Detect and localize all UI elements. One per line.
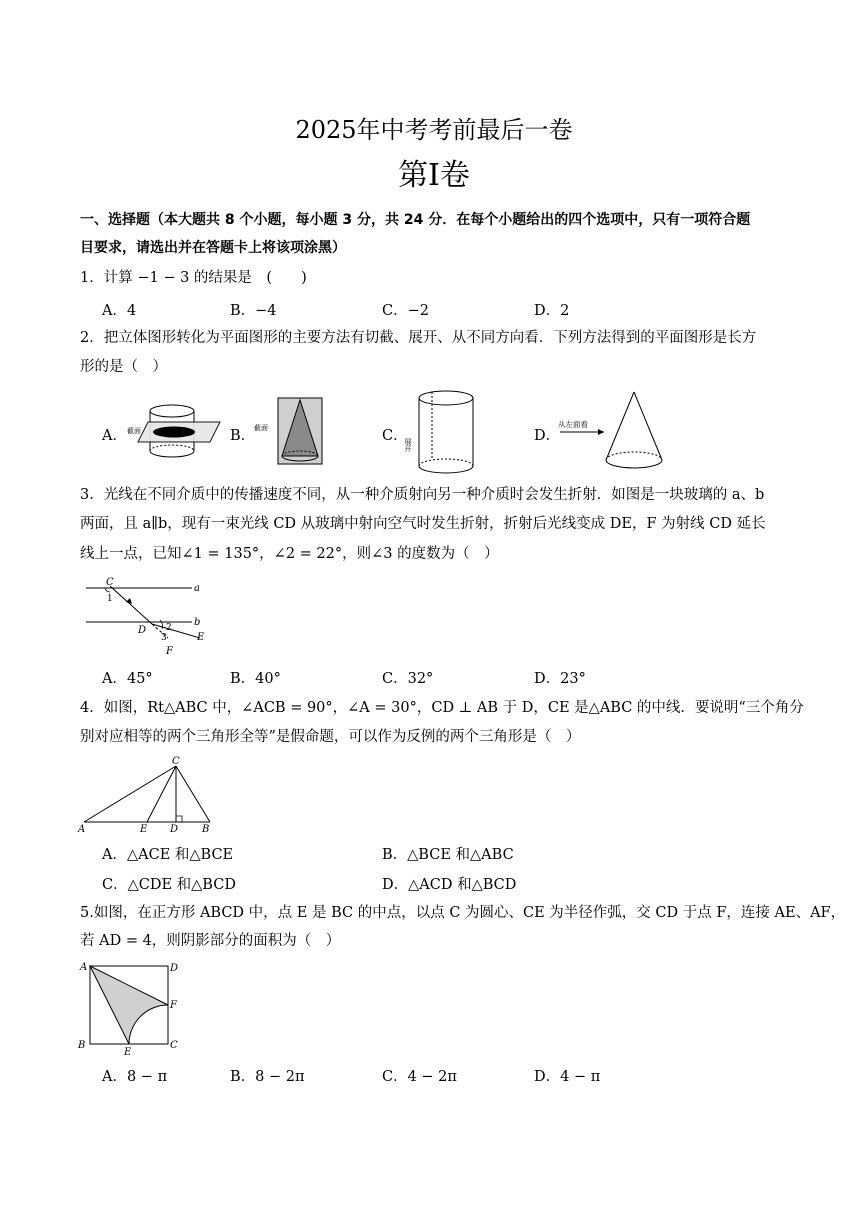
q3-option-b[interactable]: B．40° xyxy=(230,671,281,687)
q3-label-angle3: 3 xyxy=(161,633,167,643)
q5-figure-square-shaded xyxy=(76,958,186,1058)
q5-label-e: E xyxy=(124,1047,132,1058)
q4-option-b[interactable]: B．△BCE 和△ABC xyxy=(382,847,514,863)
q5-label-d: D xyxy=(170,963,179,974)
q3-label-b: b xyxy=(194,617,201,628)
q2-figure-c-cylinder-unfold xyxy=(402,386,492,478)
q4-option-c[interactable]: C．△CDE 和△BCD xyxy=(102,877,236,893)
q3-label-angle1: 1 xyxy=(107,594,113,604)
q4-stem-line2: 别对应相等的两个三角形全等”是假命题，可以作为反例的两个三角形是（ ） xyxy=(80,729,581,745)
q4-label-c: C xyxy=(172,756,180,767)
q4-label-d: D xyxy=(170,824,179,835)
q5-label-b: B xyxy=(78,1040,86,1051)
q3-option-c[interactable]: C．32° xyxy=(382,671,434,687)
q3-label-c: C xyxy=(106,577,114,588)
q3-option-d[interactable]: D．23° xyxy=(534,671,586,687)
q3-label-d: D xyxy=(138,625,147,636)
q1-option-a[interactable]: A．4 xyxy=(102,303,137,319)
q2-option-c[interactable]: C． xyxy=(382,428,408,444)
paper-subtitle: 第I卷 xyxy=(398,158,470,193)
q2-fig-d-label: 从左面看 xyxy=(558,420,588,429)
q2-figure-b-cone-section xyxy=(252,396,332,472)
q4-option-d[interactable]: D．△ACD 和△BCD xyxy=(382,877,517,893)
q3-label-angle2: 2 xyxy=(166,623,172,633)
q2-option-a[interactable]: A． xyxy=(102,428,127,444)
q5-option-a[interactable]: A．8 − π xyxy=(102,1069,168,1085)
q5-label-c: C xyxy=(170,1040,178,1051)
q2-fig-b-label: 截面 xyxy=(254,424,268,432)
q2-stem-line2: 形的是（ ） xyxy=(80,359,167,375)
q4-label-e: E xyxy=(140,824,148,835)
q1-option-d[interactable]: D．2 xyxy=(534,303,570,319)
q4-option-a[interactable]: A．△ACE 和△BCE xyxy=(102,847,234,863)
q5-label-f: F xyxy=(170,1000,177,1011)
q3-label-a: a xyxy=(194,583,200,594)
q4-label-b: B xyxy=(202,824,210,835)
section-heading-line2: 目要求，请选出并在答题卡上将该项涂黑） xyxy=(80,240,346,256)
q5-option-b[interactable]: B．8 − 2π xyxy=(230,1069,305,1085)
q3-label-f: F xyxy=(166,646,173,657)
q5-option-d[interactable]: D．4 − π xyxy=(534,1069,601,1085)
q1-option-c[interactable]: C．−2 xyxy=(382,303,429,319)
paper-title: 2025年中考考前最后一卷 xyxy=(295,116,573,144)
q3-option-a[interactable]: A．45° xyxy=(102,671,153,687)
q3-stem-line1: 3．光线在不同介质中的传播速度不同，从一种介质射向另一种介质时会发生折射．如图是一块玻璃的 a、b xyxy=(80,487,765,503)
q2-stem-line1: 2．把立体图形转化为平面图形的主要方法有切截、展开、从不同方向看．下列方法得到的平面图形是长方 xyxy=(80,330,757,346)
q4-label-a: A xyxy=(78,824,86,835)
q5-option-c[interactable]: C．4 − 2π xyxy=(382,1069,457,1085)
q3-stem-line2: 两面，且 a∥b，现有一束光线 CD 从玻璃中射向空气时发生折射，折射后光线变成 DE，F 为射线 CD 延长 xyxy=(80,516,766,532)
q3-label-e: E xyxy=(197,632,205,643)
q2-figure-d-cone-side-view xyxy=(556,386,671,476)
q1-option-b[interactable]: B．−4 xyxy=(230,303,277,319)
q5-stem-line1: 5.如图，在正方形 ABCD 中，点 E 是 BC 的中点，以点 C 为圆心、CE 为半径作弧，交 CD 于点 F，连接 AE、AF， xyxy=(80,905,846,921)
q2-option-d[interactable]: D． xyxy=(534,428,561,444)
q4-figure-right-triangle xyxy=(76,754,224,838)
section-heading-line1: 一、选择题（本大题共 8 个小题，每小题 3 分，共 24 分．在每个小题给出的四个选项中，只有一项符合题 xyxy=(80,212,751,228)
q3-stem-line3: 线上一点，已知∠1 = 135°，∠2 = 22°，则∠3 的度数为（ ） xyxy=(80,546,499,562)
q2-fig-a-label: 截面 xyxy=(127,427,141,435)
q1-stem: 1．计算 −1 − 3 的结果是 ( ) xyxy=(80,270,307,286)
q2-option-b[interactable]: B． xyxy=(230,428,256,444)
q4-stem-line1: 4．如图，Rt△ABC 中，∠ACB = 90°，∠A = 30°，CD ⊥ AB 于 D，CE 是△ABC 的中线．要说明“三个角分 xyxy=(80,700,804,716)
q3-figure-refraction xyxy=(80,574,220,660)
q2-figure-a-cylinder-slice xyxy=(120,396,230,472)
q5-stem-line2: 若 AD = 4，则阴影部分的面积为（ ） xyxy=(80,933,341,949)
q5-label-a: A xyxy=(80,962,88,973)
q2-fig-c-label: 展开 xyxy=(404,438,412,452)
